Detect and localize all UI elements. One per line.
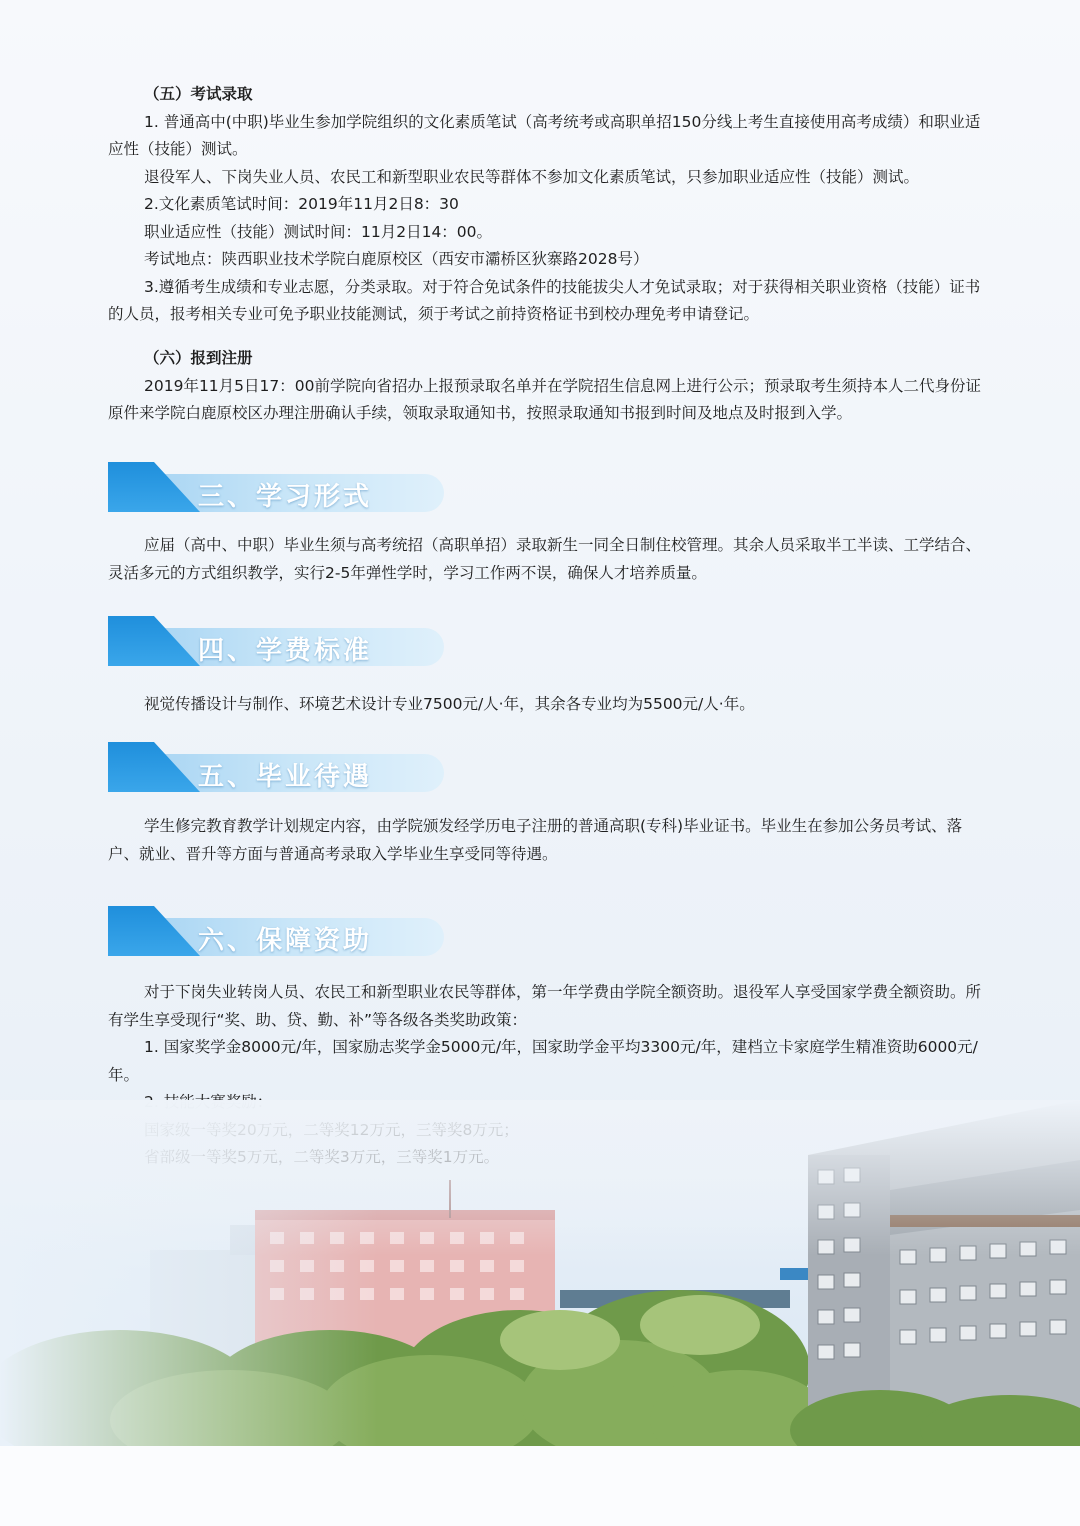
section-tuition	[108, 691, 984, 719]
exam-paragraph-3: 2.文化素质笔试时间：2019年11月2日8：30	[144, 195, 459, 213]
page-bottom-margin	[0, 1446, 1080, 1526]
graduation-paragraph: 学生修完教育教学计划规定内容，由学院颁发经学历电子注册的普通高职(专科)毕业证书。毕业生在参加公务员考试、落户、就业、晋升等方面与普通高考录取入学毕业生享受同等待遇。	[108, 817, 963, 863]
aid-paragraph-2: 1. 国家奖学金8000元/年，国家励志奖学金5000元/年，国家助学金平均3300元/年，建档立卡家庭学生精准资助6000元/年。	[108, 1038, 978, 1084]
exam-paragraph-5: 考试地点：陕西职业技术学院白鹿原校区（西安市灞桥区狄寨路2028号）	[144, 250, 649, 268]
section-registration	[108, 345, 984, 428]
banner-graduation	[108, 742, 448, 794]
exam-paragraph-2: 退役军人、下岗失业人员、农民工和新型职业农民等群体不参加文化素质笔试，只参加职业适应性（技能）测试。	[144, 167, 920, 186]
section-graduation	[108, 813, 984, 868]
section-study-form	[108, 532, 984, 587]
registration-paragraph: 2019年11月5日17：00前学院向省招办上报预录取名单并在学院招生信息网上进行公示；预录取考生须持本人二代身份证原件来学院白鹿原校区办理注册确认手续，领取录取通知书，按照录取通知书报到时间及地点及时报到入学。	[108, 376, 981, 422]
campus-photo	[0, 1100, 1080, 1446]
subheading-registration: （六）报到注册	[144, 349, 253, 367]
banner-title-graduation: 五、毕业待遇	[198, 762, 373, 792]
banner-title-financial-aid: 六、保障资助	[198, 926, 373, 956]
exam-paragraph-6: 3.遵循考生成绩和专业志愿，分类录取。对于符合免试条件的技能拔尖人才免试录取；对于获得相关职业资格（技能）证书的人员，报考相关专业可免予职业技能测试，须于考试之前持资格证书到校办理免考申请登记。	[108, 277, 981, 323]
aid-paragraph-1: 对于下岗失业转岗人员、农民工和新型职业农民等群体，第一年学费由学院全额资助。退役军人享受国家学费全额资助。所有学生享受现行“奖、助、贷、勤、补”等各级各类奖助政策：	[108, 983, 982, 1029]
exam-paragraph-4: 职业适应性（技能）测试时间：11月2日14：00。	[144, 222, 493, 241]
section-exam-admission	[108, 81, 984, 329]
banner-title-tuition: 四、学费标准	[198, 636, 373, 666]
tuition-paragraph: 视觉传播设计与制作、环境艺术设计专业7500元/人·年，其余各专业均为5500元/人·年。	[144, 695, 755, 713]
exam-paragraph-1: 1. 普通高中(中职)毕业生参加学院组织的文化素质笔试（高考统考或高职单招150分线上考生直接使用高考成绩）和职业适应性（技能）测试。	[108, 112, 981, 158]
study-form-paragraph: 应届（高中、中职）毕业生须与高考统招（高职单招）录取新生一同全日制住校管理。其余人员采取半工半读、工学结合、灵活多元的方式组织教学，实行2-5年弹性学时，学习工作两不误，确保人才培养质量。	[108, 536, 982, 582]
banner-financial-aid	[108, 906, 448, 958]
subheading-exam-admission: （五）考试录取	[144, 85, 253, 103]
banner-study-form	[108, 462, 448, 514]
banner-tuition	[108, 616, 448, 668]
banner-title-study-form: 三、学习形式	[198, 482, 373, 512]
